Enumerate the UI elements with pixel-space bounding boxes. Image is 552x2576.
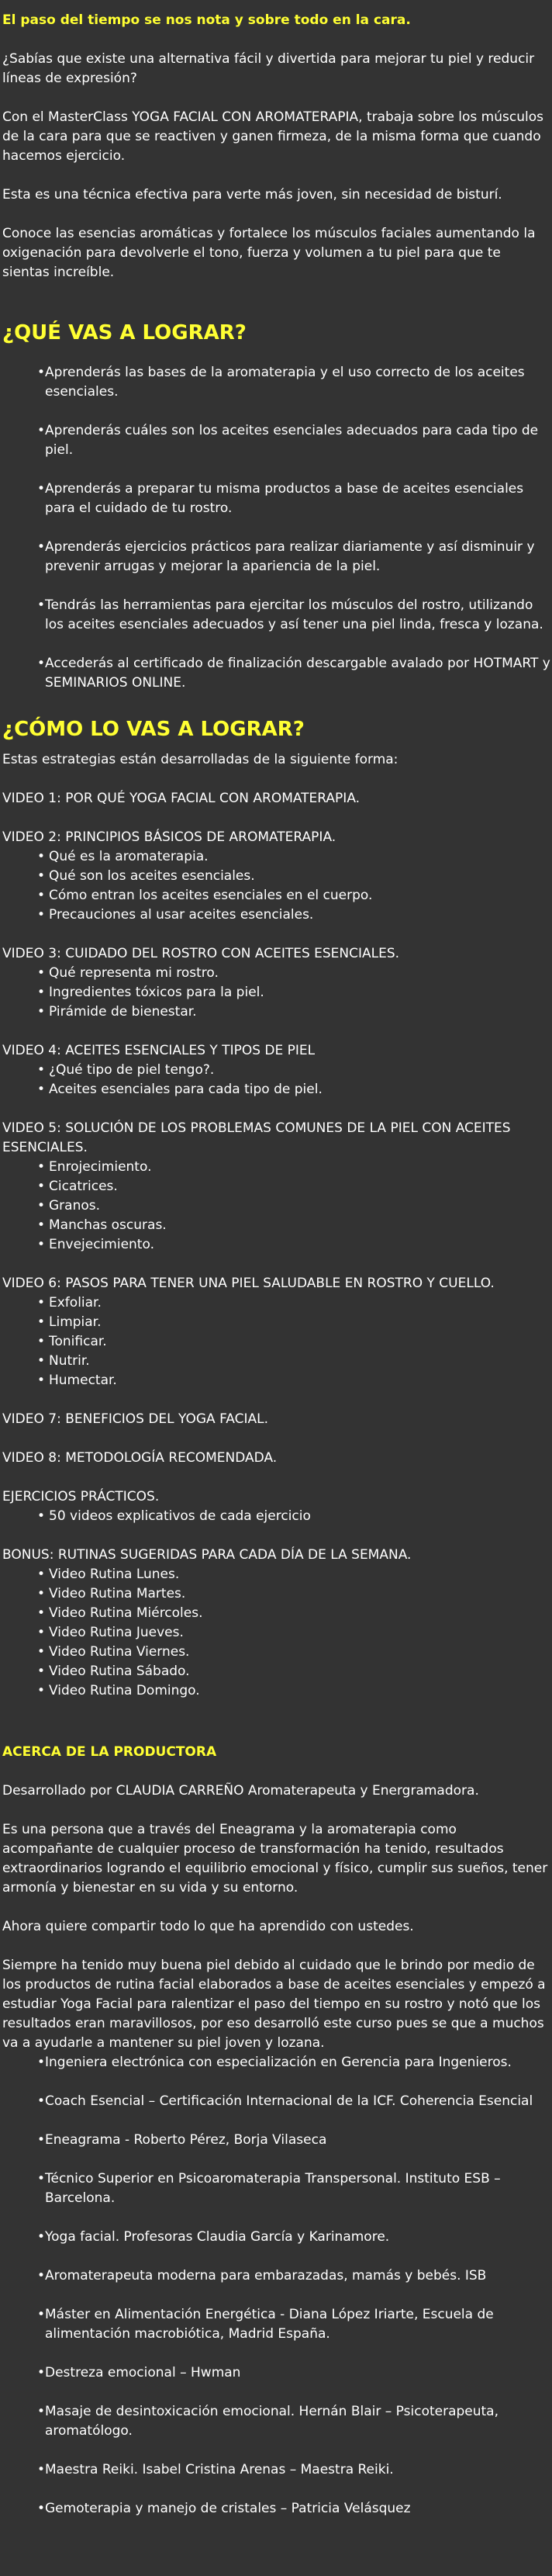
bonus-title: BONUS: RUTINAS SUGERIDAS PARA CADA DÍA DE LA SEMANA. bbox=[2, 1547, 412, 1563]
list-item: • Humectar. bbox=[2, 1371, 550, 1390]
video-title: VIDEO 3: CUIDADO DEL ROSTRO CON ACEITES ESENCIALES. bbox=[2, 946, 400, 961]
about-section bbox=[2, 1743, 550, 2519]
exercises-list bbox=[2, 1507, 550, 1526]
video-topic-list bbox=[2, 847, 550, 925]
how-section bbox=[2, 716, 550, 1701]
bonus-list bbox=[2, 1565, 550, 1701]
exercises-block bbox=[2, 1487, 550, 1526]
about-paragraph: Es una persona que a través del Eneagrama y la aromaterapia como acompañante de cualquier proceso de transformación ha tenido, resultados extraordinarios logrando el equilibrio emocional y físico, cumplir sus sueños, tener armonía y bienestar en su vida y su entorno. bbox=[2, 1822, 548, 1896]
achieve-list bbox=[2, 363, 550, 693]
list-item: • Técnico Superior en Psicoaromaterapia Transpersonal. Instituto ESB – Barcelona. bbox=[2, 2169, 550, 2208]
list-item: • Video Rutina Jueves. bbox=[2, 1623, 550, 1643]
how-intro: Estas estrategias están desarrolladas de la siguiente forma: bbox=[2, 752, 398, 767]
video-topic-list bbox=[2, 1061, 550, 1099]
list-item: • Cicatrices. bbox=[2, 1177, 550, 1196]
list-item: • Destreza emocional – Hwman bbox=[2, 2363, 550, 2383]
list-item: • Ingeniera electrónica con especialización en Gerencia para Ingenieros. bbox=[2, 2053, 550, 2072]
list-item: • Manchas oscuras. bbox=[2, 1216, 550, 1235]
list-item: • Video Rutina Viernes. bbox=[2, 1643, 550, 1662]
video-title: VIDEO 1: POR QUÉ YOGA FACIAL CON AROMATERAPIA. bbox=[2, 791, 361, 806]
video-block bbox=[2, 944, 550, 1022]
achieve-section bbox=[2, 320, 550, 693]
list-item: • Tonificar. bbox=[2, 1332, 550, 1352]
list-item: • Aprenderás a preparar tu misma productos a base de aceites esenciales para el cuidado de tu rostro. bbox=[2, 480, 550, 518]
list-item: • Gemoterapia y manejo de cristales – Patricia Velásquez bbox=[2, 2499, 550, 2519]
list-item: • Aceites esenciales para cada tipo de piel. bbox=[2, 1080, 550, 1099]
list-item: • Accederás al certificado de finalización descargable avalado por HOTMART y SEMINARIOS ONLINE. bbox=[2, 654, 550, 693]
how-heading: ¿CÓMO LO VAS A LOGRAR? bbox=[2, 718, 305, 741]
list-item: • Cómo entran los aceites esenciales en el cuerpo. bbox=[2, 886, 550, 905]
list-item: • 50 videos explicativos de cada ejercicio bbox=[2, 1507, 550, 1526]
list-item: • Video Rutina Domingo. bbox=[2, 1681, 550, 1701]
video-title: VIDEO 8: METODOLOGÍA RECOMENDADA. bbox=[2, 1450, 278, 1466]
list-item: • Ingredientes tóxicos para la piel. bbox=[2, 983, 550, 1002]
intro-paragraph: Esta es una técnica efectiva para verte más joven, sin necesidad de bisturí. bbox=[2, 187, 502, 203]
list-item: • Video Rutina Martes. bbox=[2, 1584, 550, 1604]
video-topic-list bbox=[2, 964, 550, 1022]
list-item: • Pirámide de bienestar. bbox=[2, 1002, 550, 1022]
about-paragraph: Desarrollado por CLAUDIA CARREÑO Aromaterapeuta y Energramadora. bbox=[2, 1783, 479, 1799]
list-item: • Granos. bbox=[2, 1196, 550, 1216]
about-heading: ACERCA DE LA PRODUCTORA bbox=[2, 1744, 217, 1760]
list-item: • Aromaterapeuta moderna para embarazadas, mamás y bebés. ISB bbox=[2, 2266, 550, 2286]
achieve-heading: ¿QUÉ VAS A LOGRAR? bbox=[2, 321, 247, 345]
list-item: • Qué es la aromaterapia. bbox=[2, 847, 550, 867]
list-item: • Limpiar. bbox=[2, 1313, 550, 1332]
exercises-title: EJERCICIOS PRÁCTICOS. bbox=[2, 1489, 160, 1504]
list-item: • Aprenderás ejercicios prácticos para realizar diariamente y así disminuir y prevenir arrugas y mejorar la apariencia de la piel. bbox=[2, 538, 550, 576]
list-item: • Tendrás las herramientas para ejercitar los músculos del rostro, utilizando los aceites esenciales adecuados y así tener una piel linda, fresca y lozana. bbox=[2, 596, 550, 635]
list-item: • Envejecimiento. bbox=[2, 1235, 550, 1255]
list-item: • Nutrir. bbox=[2, 1352, 550, 1371]
list-item: • Video Rutina Miércoles. bbox=[2, 1604, 550, 1623]
list-item: • Video Rutina Lunes. bbox=[2, 1565, 550, 1584]
list-item: • Yoga facial. Profesoras Claudia García y Karinamore. bbox=[2, 2228, 550, 2247]
video-topic-list bbox=[2, 1158, 550, 1255]
list-item: • Precauciones al usar aceites esenciales. bbox=[2, 905, 550, 925]
intro-paragraph: Conoce las esencias aromáticas y fortalece los músculos faciales aumentando la oxigenación para devolverle el tono, fuerza y volumen a tu piel para que te sientas increíble. bbox=[2, 226, 536, 280]
video-title: VIDEO 5: SOLUCIÓN DE LOS PROBLEMAS COMUNES DE LA PIEL CON ACEITES ESENCIALES. bbox=[2, 1120, 511, 1155]
credentials-list bbox=[2, 2053, 550, 2519]
list-item: • Coach Esencial – Certificación Internacional de la ICF. Coherencia Esencial bbox=[2, 2092, 550, 2111]
video-title: VIDEO 4: ACEITES ESENCIALES Y TIPOS DE PIEL bbox=[2, 1043, 316, 1058]
video-title: VIDEO 2: PRINCIPIOS BÁSICOS DE AROMATERAPIA. bbox=[2, 829, 336, 845]
intro-section bbox=[2, 11, 550, 282]
intro-paragraph: Con el MasterClass YOGA FACIAL CON AROMATERAPIA, trabaja sobre los músculos de la cara para que se reactiven y ganen firmeza, de la misma forma que cuando hacemos ejercicio. bbox=[2, 109, 543, 164]
bonus-block bbox=[2, 1546, 550, 1701]
list-item: • Máster en Alimentación Energética - Diana López Iriarte, Escuela de alimentación macrobiótica, Madrid España. bbox=[2, 2305, 550, 2344]
intro-title: El paso del tiempo se nos nota y sobre todo en la cara. bbox=[2, 12, 411, 28]
video-block bbox=[2, 1119, 550, 1255]
list-item: • Enrojecimiento. bbox=[2, 1158, 550, 1177]
video-topic-list bbox=[2, 1293, 550, 1390]
list-item: • Video Rutina Sábado. bbox=[2, 1662, 550, 1681]
list-item: • Qué son los aceites esenciales. bbox=[2, 867, 550, 886]
list-item: • Masaje de desintoxicación emocional. Hernán Blair – Psicoterapeuta, aromatólogo. bbox=[2, 2402, 550, 2441]
list-item: • ¿Qué tipo de piel tengo?. bbox=[2, 1061, 550, 1080]
video-title: VIDEO 6: PASOS PARA TENER UNA PIEL SALUDABLE EN ROSTRO Y CUELLO. bbox=[2, 1276, 495, 1291]
about-paragraph: Ahora quiere compartir todo lo que ha aprendido con ustedes. bbox=[2, 1919, 414, 1934]
list-item: • Eneagrama - Roberto Pérez, Borja Vilaseca bbox=[2, 2131, 550, 2150]
list-item: • Qué representa mi rostro. bbox=[2, 964, 550, 983]
about-paragraph: Siempre ha tenido muy buena piel debido al cuidado que le brindo por medio de los productos de rutina facial elaborados a base de aceites esenciales y empezó a estudiar Yoga Facial para ralentizar el paso del tiempo en su rostro y notó que los resultados eran maravillosos, por eso desarrolló este curso pues se que a muchos va a ayudarle a mantener su piel joven y lozana. bbox=[2, 1958, 546, 2051]
intro-paragraph: ¿Sabías que existe una alternativa fácil y divertida para mejorar tu piel y reducir líneas de expresión? bbox=[2, 51, 535, 86]
video-block bbox=[2, 828, 550, 925]
list-item: • Maestra Reiki. Isabel Cristina Arenas – Maestra Reiki. bbox=[2, 2460, 550, 2480]
video-block bbox=[2, 1274, 550, 1390]
video-block bbox=[2, 1041, 550, 1099]
video-title: VIDEO 7: BENEFICIOS DEL YOGA FACIAL. bbox=[2, 1411, 269, 1427]
list-item: • Exfoliar. bbox=[2, 1293, 550, 1313]
list-item: • Aprenderás cuáles son los aceites esenciales adecuados para cada tipo de piel. bbox=[2, 421, 550, 460]
list-item: • Aprenderás las bases de la aromaterapia y el uso correcto de los aceites esenciales. bbox=[2, 363, 550, 402]
